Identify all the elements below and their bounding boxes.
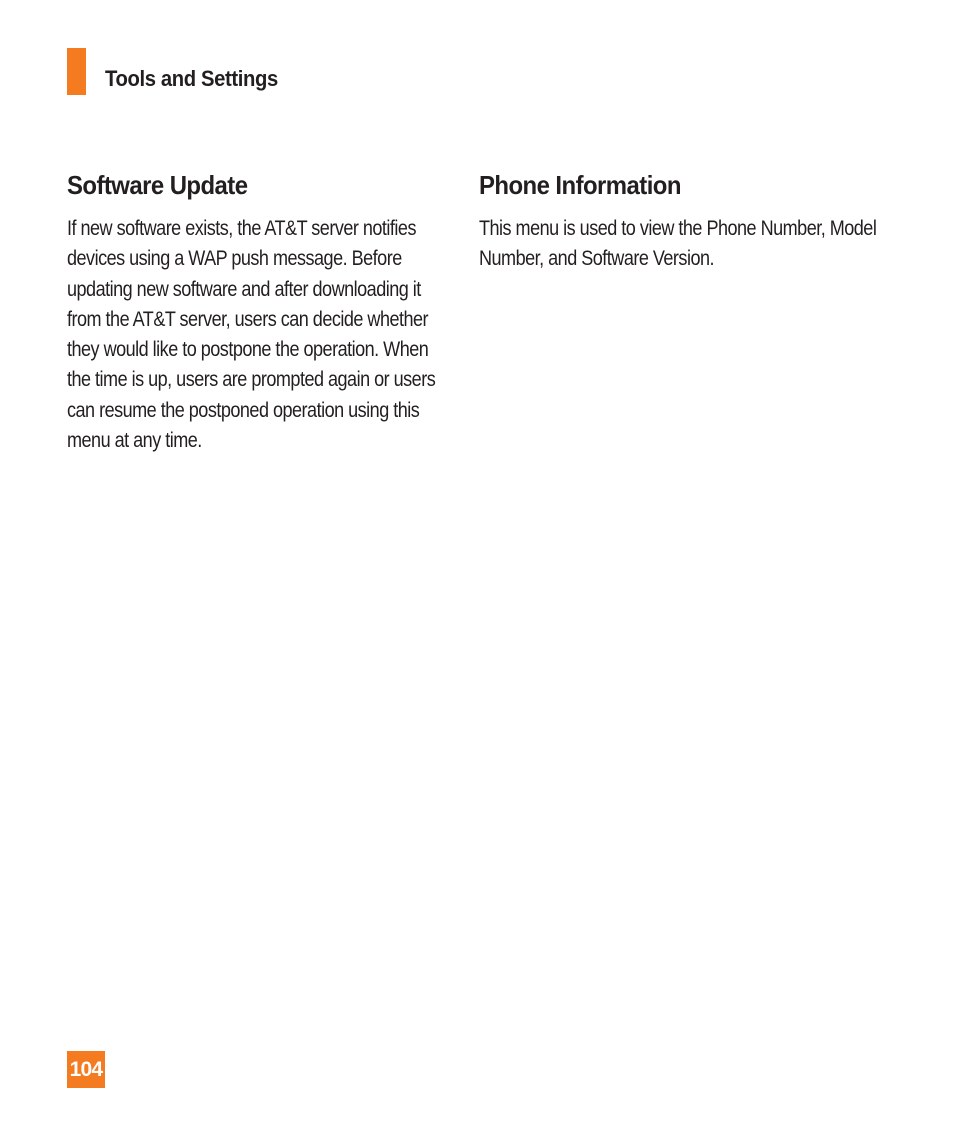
page-number: 104 <box>67 1051 105 1088</box>
software-update-section <box>67 166 457 456</box>
phone-information-heading: Phone Information <box>479 170 681 200</box>
phone-information-body: This menu is used to view the Phone Number, Model Number, and Software Version. <box>479 217 877 271</box>
section-accent-bar <box>67 48 86 95</box>
phone-information-section <box>479 166 879 275</box>
software-update-heading: Software Update <box>67 170 248 200</box>
software-update-body: If new software exists, the AT&T server notifies devices using a WAP push message. Before updating new software and after downloading it from the AT&T server, users can decide whether they would like to postpone the operation. When the time is up, users are prompted again or users can resume the postponed operation using this menu at any time. <box>67 217 436 453</box>
section-title: Tools and Settings <box>105 66 278 91</box>
